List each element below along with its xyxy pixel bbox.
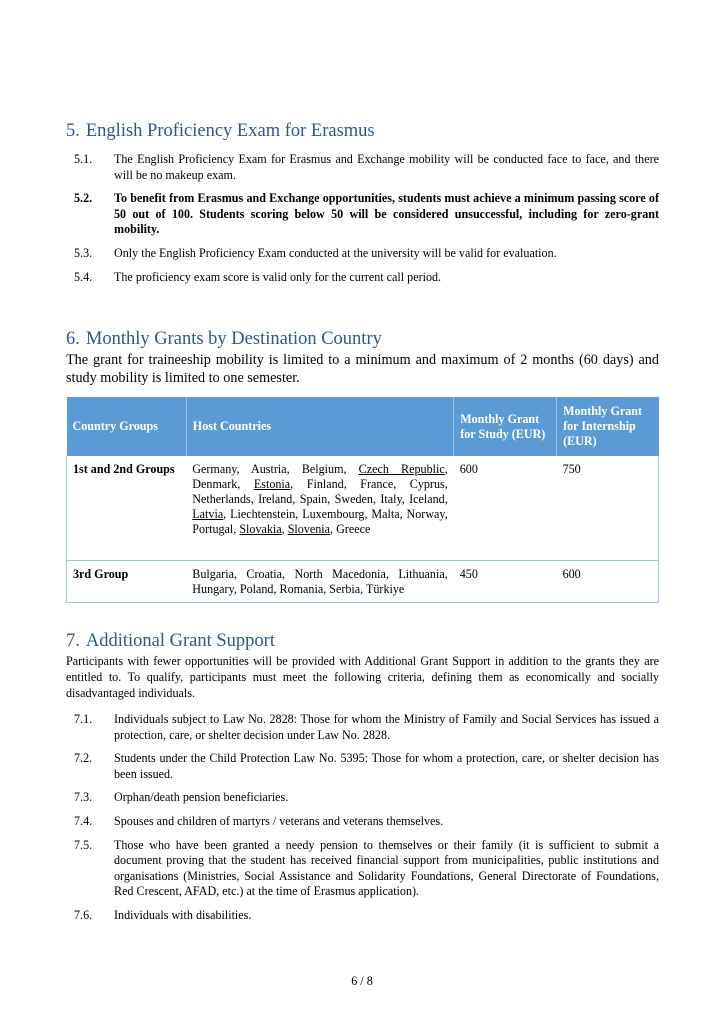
grant-internship-cell: 750 [557,456,659,560]
section-6-title: Monthly Grants by Destination Country [85,329,382,349]
country-name: Slovakia [239,522,282,536]
host-countries-cell: Bulgaria, Croatia, North Macedonia, Lithuania, Hungary, Poland, Romania, Serbia, Türkiye [186,560,453,602]
list-item-number: 7.2. [74,751,93,766]
page-number: 6 / 8 [351,974,373,988]
list-item [66,246,659,262]
country-name: Netherlands [192,492,251,506]
header-grant-study: Monthly Grant for Study (EUR) [454,397,557,456]
list-item-number: 5.2. [74,191,93,206]
table-row [67,560,659,602]
host-countries-cell: Germany, Austria, Belgium, Czech Republic, Denmark, Estonia, Finland, France, Cyprus, Netherlands, Ireland, Spain, Sweden, Italy, Iceland, Latvia, Liechtenstein, Luxembourg, Malta, Norway, Portugal, Slovakia, Slovenia, Greece [186,456,453,560]
country-name: Croatia [246,566,283,581]
list-item-text: Only the English Proficiency Exam conducted at the university will be valid for evaluation. [114,245,557,260]
country-name: Germany [192,462,237,476]
list-item [66,152,659,183]
country-name: Iceland [409,492,445,506]
list-item [66,712,659,743]
list-item [66,908,659,924]
section-7-list [66,712,659,924]
country-name: Estonia [253,477,291,491]
header-country-groups: Country Groups [67,397,187,456]
country-group-cell: 1st and 2nd Groups [67,456,187,560]
section-6-intro: The grant for traineeship mobility is limited to a minimum and maximum of 2 months (60 days) and study mobility is limited to one semester. [66,352,659,386]
list-item-text: To benefit from Erasmus and Exchange opportunities, students must achieve a minimum passing score of 50 out of 100. Students scoring below 50 will be considered unsuccessful, including for zero-grant mobility. [114,191,659,237]
country-name: Slovenia [287,522,331,536]
list-item-text: Spouses and children of martyrs / veterans and veterans themselves. [114,813,444,828]
list-item [66,838,659,900]
list-item [66,270,659,286]
country-name: Austria [251,462,287,476]
country-name: Ireland [258,492,293,506]
list-item-number: 7.3. [74,790,93,805]
header-grant-internship: Monthly Grant for Internship (EUR) [557,397,659,456]
section-7-heading [66,630,275,652]
section-7-title: Additional Grant Support [85,631,275,651]
section-5-title: English Proficiency Exam for Erasmus [85,121,375,141]
country-name: Portugal [192,522,234,536]
country-group-cell: 3rd Group [67,560,187,602]
list-item-number: 7.4. [74,813,93,828]
country-name: Italy [380,492,402,506]
header-host-countries: Host Countries [186,397,453,456]
section-7-number: 7. [66,631,80,651]
grant-study-cell: 450 [454,560,557,602]
country-name: Luxembourg [302,507,365,521]
country-name: Denmark [192,477,238,491]
list-item-number: 5.1. [74,152,93,166]
list-item-number: 7.5. [74,837,93,852]
country-name: Norway [406,507,445,521]
list-item [66,191,659,238]
list-item-text: Individuals with disabilities. [114,907,252,922]
list-item-text: Those who have been granted a needy pension to themselves or their family (it is sufficient to submit a document proving that the student has received financial support from municipalities, public institutions and organisations (Ministries, Social Assistance and Solidarity Foundations, General Directorate of Foundations, Red Crescent, AFAD, etc.) at the time of Erasmus application). [114,837,659,899]
list-item-text: Orphan/death pension beneficiaries. [114,790,289,805]
list-item [66,751,659,782]
section-6-number: 6. [66,329,80,349]
country-name: France [360,477,394,491]
list-item-text: Students under the Child Protection Law No. 5395: Those for whom a protection, care, or shelter decision has been issued. [114,751,659,781]
list-item-number: 5.3. [74,245,93,260]
country-name: Hungary [192,581,234,596]
country-name: Liechtenstein [230,507,296,521]
country-name: Finland [306,477,344,491]
country-name: Sweden [334,492,373,506]
country-name: Bulgaria [192,566,234,581]
list-item-number: 5.4. [74,269,93,284]
list-item-text: The proficiency exam score is valid only for the current call period. [114,269,442,284]
country-name: Romania [279,581,324,596]
country-name: North Macedonia [294,566,386,581]
grant-internship-cell: 600 [557,560,659,602]
list-item-number: 7.1. [74,712,93,726]
country-name: Greece [336,522,371,536]
section-5-number: 5. [66,121,80,141]
table-row [67,456,659,560]
list-item-text: The English Proficiency Exam for Erasmus and Exchange mobility will be conducted face to face, and there will be no makeup exam. [114,152,659,182]
table-header-row [67,397,659,456]
country-name: Czech Republic [358,462,445,476]
country-name: Belgium [301,462,344,476]
list-item-number: 7.6. [74,907,93,922]
country-name: Latvia [192,507,224,521]
section-5-list [66,152,659,285]
grant-study-cell: 600 [454,456,557,560]
country-name: Türkiye [366,581,405,596]
country-name: Spain [299,492,328,506]
grants-table [66,397,659,603]
section-7-intro: Participants with fewer opportunities will be provided with Additional Grant Support in addition to the grants they are entitled to. To qualify, participants must meet the following criteria, defining them as economically and socially disadvantaged individuals. [66,654,659,700]
country-name: Malta [371,507,400,521]
list-item-text: Individuals subject to Law No. 2828: Those for whom the Ministry of Family and Social Services has issued a protection, care, or shelter decision under Law No. 2828. [114,712,659,742]
country-name: Serbia [329,581,361,596]
country-name: Cyprus [409,477,445,491]
country-name: Lithuania [398,566,445,581]
section-5-heading [66,120,375,142]
country-name: Poland [239,581,274,596]
list-item [66,814,659,830]
section-6-heading [66,328,382,350]
list-item [66,790,659,806]
